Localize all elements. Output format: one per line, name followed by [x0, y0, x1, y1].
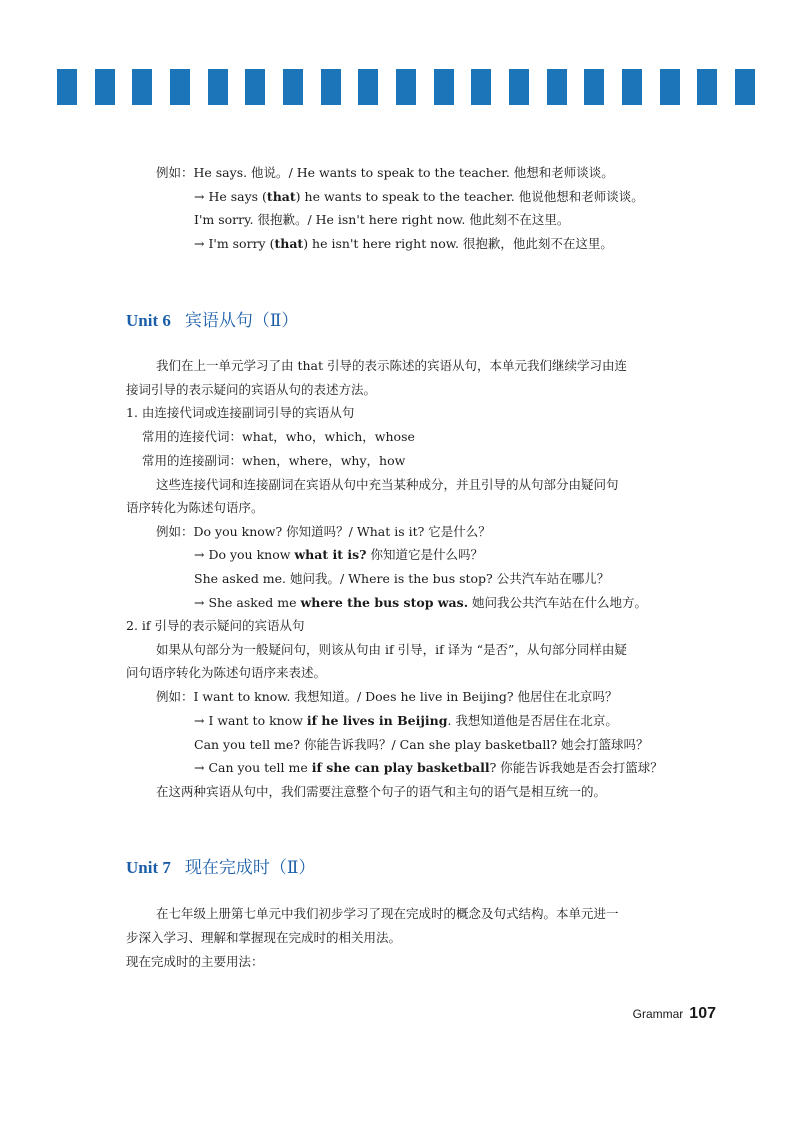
paragraph-line: 现在完成时的主要用法：: [126, 954, 264, 969]
unit-title: 宾语从句（Ⅱ）: [184, 311, 299, 330]
example-line: She asked me. 她问我。/ Where is the bus stop? 公共汽车站在哪儿？: [194, 571, 610, 586]
example-line: → I'm sorry (that) he isn't here right now. 很抱歉，他此刻不在这里。: [194, 236, 613, 251]
paragraph-line: 步深入学习、理解和掌握现在完成时的相关用法。: [126, 930, 402, 945]
stripe-block: [660, 69, 680, 105]
paragraph-line: 如果从句部分为一般疑问句，则该从句由 if 引导，if 译为 “是否”，从句部分同样由疑: [156, 642, 627, 657]
paragraph-line: 我们在上一单元学习了由 that 引导的表示陈述的宾语从句，本单元我们继续学习由连: [156, 358, 627, 373]
stripe-block: [170, 69, 190, 105]
stripe-block: [471, 69, 491, 105]
stripe-block: [283, 69, 303, 105]
unit-number: Unit 6: [126, 311, 171, 330]
example-line: 例如：Do you know? 你知道吗？/ What is it? 它是什么？: [156, 524, 491, 539]
stripe-block: [584, 69, 604, 105]
stripe-block: [735, 69, 755, 105]
stripe-block: [622, 69, 642, 105]
stripe-block: [434, 69, 454, 105]
example-line: → Can you tell me if she can play basketball? 你能告诉我她是否会打篮球？: [194, 760, 663, 775]
stripe-block: [547, 69, 567, 105]
stripe-block: [358, 69, 378, 105]
stripe-block: [697, 69, 717, 105]
paragraph-line: 在七年级上册第七单元中我们初步学习了现在完成时的概念及句式结构。本单元进一: [156, 906, 619, 921]
section-heading: 2. if 引导的表示疑问的宾语从句: [126, 618, 305, 633]
footer-label: Grammar: [632, 1007, 684, 1021]
conjunction-pronouns: 常用的连接代词：what，who，which，whose: [142, 429, 415, 444]
example-line: Can you tell me? 你能告诉我吗？/ Can she play basketball? 她会打篮球吗？: [194, 737, 649, 752]
example-line: → I want to know if he lives in Beijing. 我想知道他是否居住在北京。: [194, 713, 618, 728]
stripe-block: [245, 69, 265, 105]
page-footer: [633, 1005, 716, 1023]
page-number: 107: [689, 1005, 716, 1022]
stripe-block: [132, 69, 152, 105]
paragraph-line: 问句语序转化为陈述句语序来表述。: [126, 665, 327, 680]
example-line: → He says (that) he wants to speak to the teacher. 他说他想和老师谈谈。: [194, 189, 644, 204]
paragraph-line: 接词引导的表示疑问的宾语从句的表述方法。: [126, 382, 377, 397]
unit-7-heading: [126, 853, 315, 878]
decorative-stripe-bar: [57, 69, 755, 105]
section-heading: 1. 由连接代词或连接副词引导的宾语从句: [126, 405, 355, 420]
stripe-block: [509, 69, 529, 105]
example-line: 例如：I want to know. 我想知道。/ Does he live in Beijing? 他居住在北京吗？: [156, 689, 618, 704]
stripe-block: [57, 69, 77, 105]
paragraph-line: 语序转化为陈述句语序。: [126, 500, 264, 515]
stripe-block: [208, 69, 228, 105]
example-line: → She asked me where the bus stop was. 她问我公共汽车站在什么地方。: [194, 595, 648, 610]
example-line: 例如：He says. 他说。/ He wants to speak to the teacher. 他想和老师谈谈。: [156, 165, 614, 180]
paragraph-line: 在这两种宾语从句中，我们需要注意整个句子的语气和主句的语气是相互统一的。: [156, 784, 607, 799]
unit-number: Unit 7: [126, 858, 171, 877]
example-line: → Do you know what it is? 你知道它是什么吗？: [194, 547, 483, 562]
unit-6-heading: [126, 306, 298, 331]
stripe-block: [396, 69, 416, 105]
stripe-block: [95, 69, 115, 105]
conjunction-adverbs: 常用的连接副词：when，where，why，how: [142, 453, 406, 468]
example-line: I'm sorry. 很抱歉。/ He isn't here right now. 他此刻不在这里。: [194, 212, 570, 227]
stripe-block: [321, 69, 341, 105]
paragraph-line: 这些连接代词和连接副词在宾语从句中充当某种成分，并且引导的从句部分由疑问句: [156, 477, 619, 492]
unit-title: 现在完成时（Ⅱ）: [184, 858, 316, 877]
